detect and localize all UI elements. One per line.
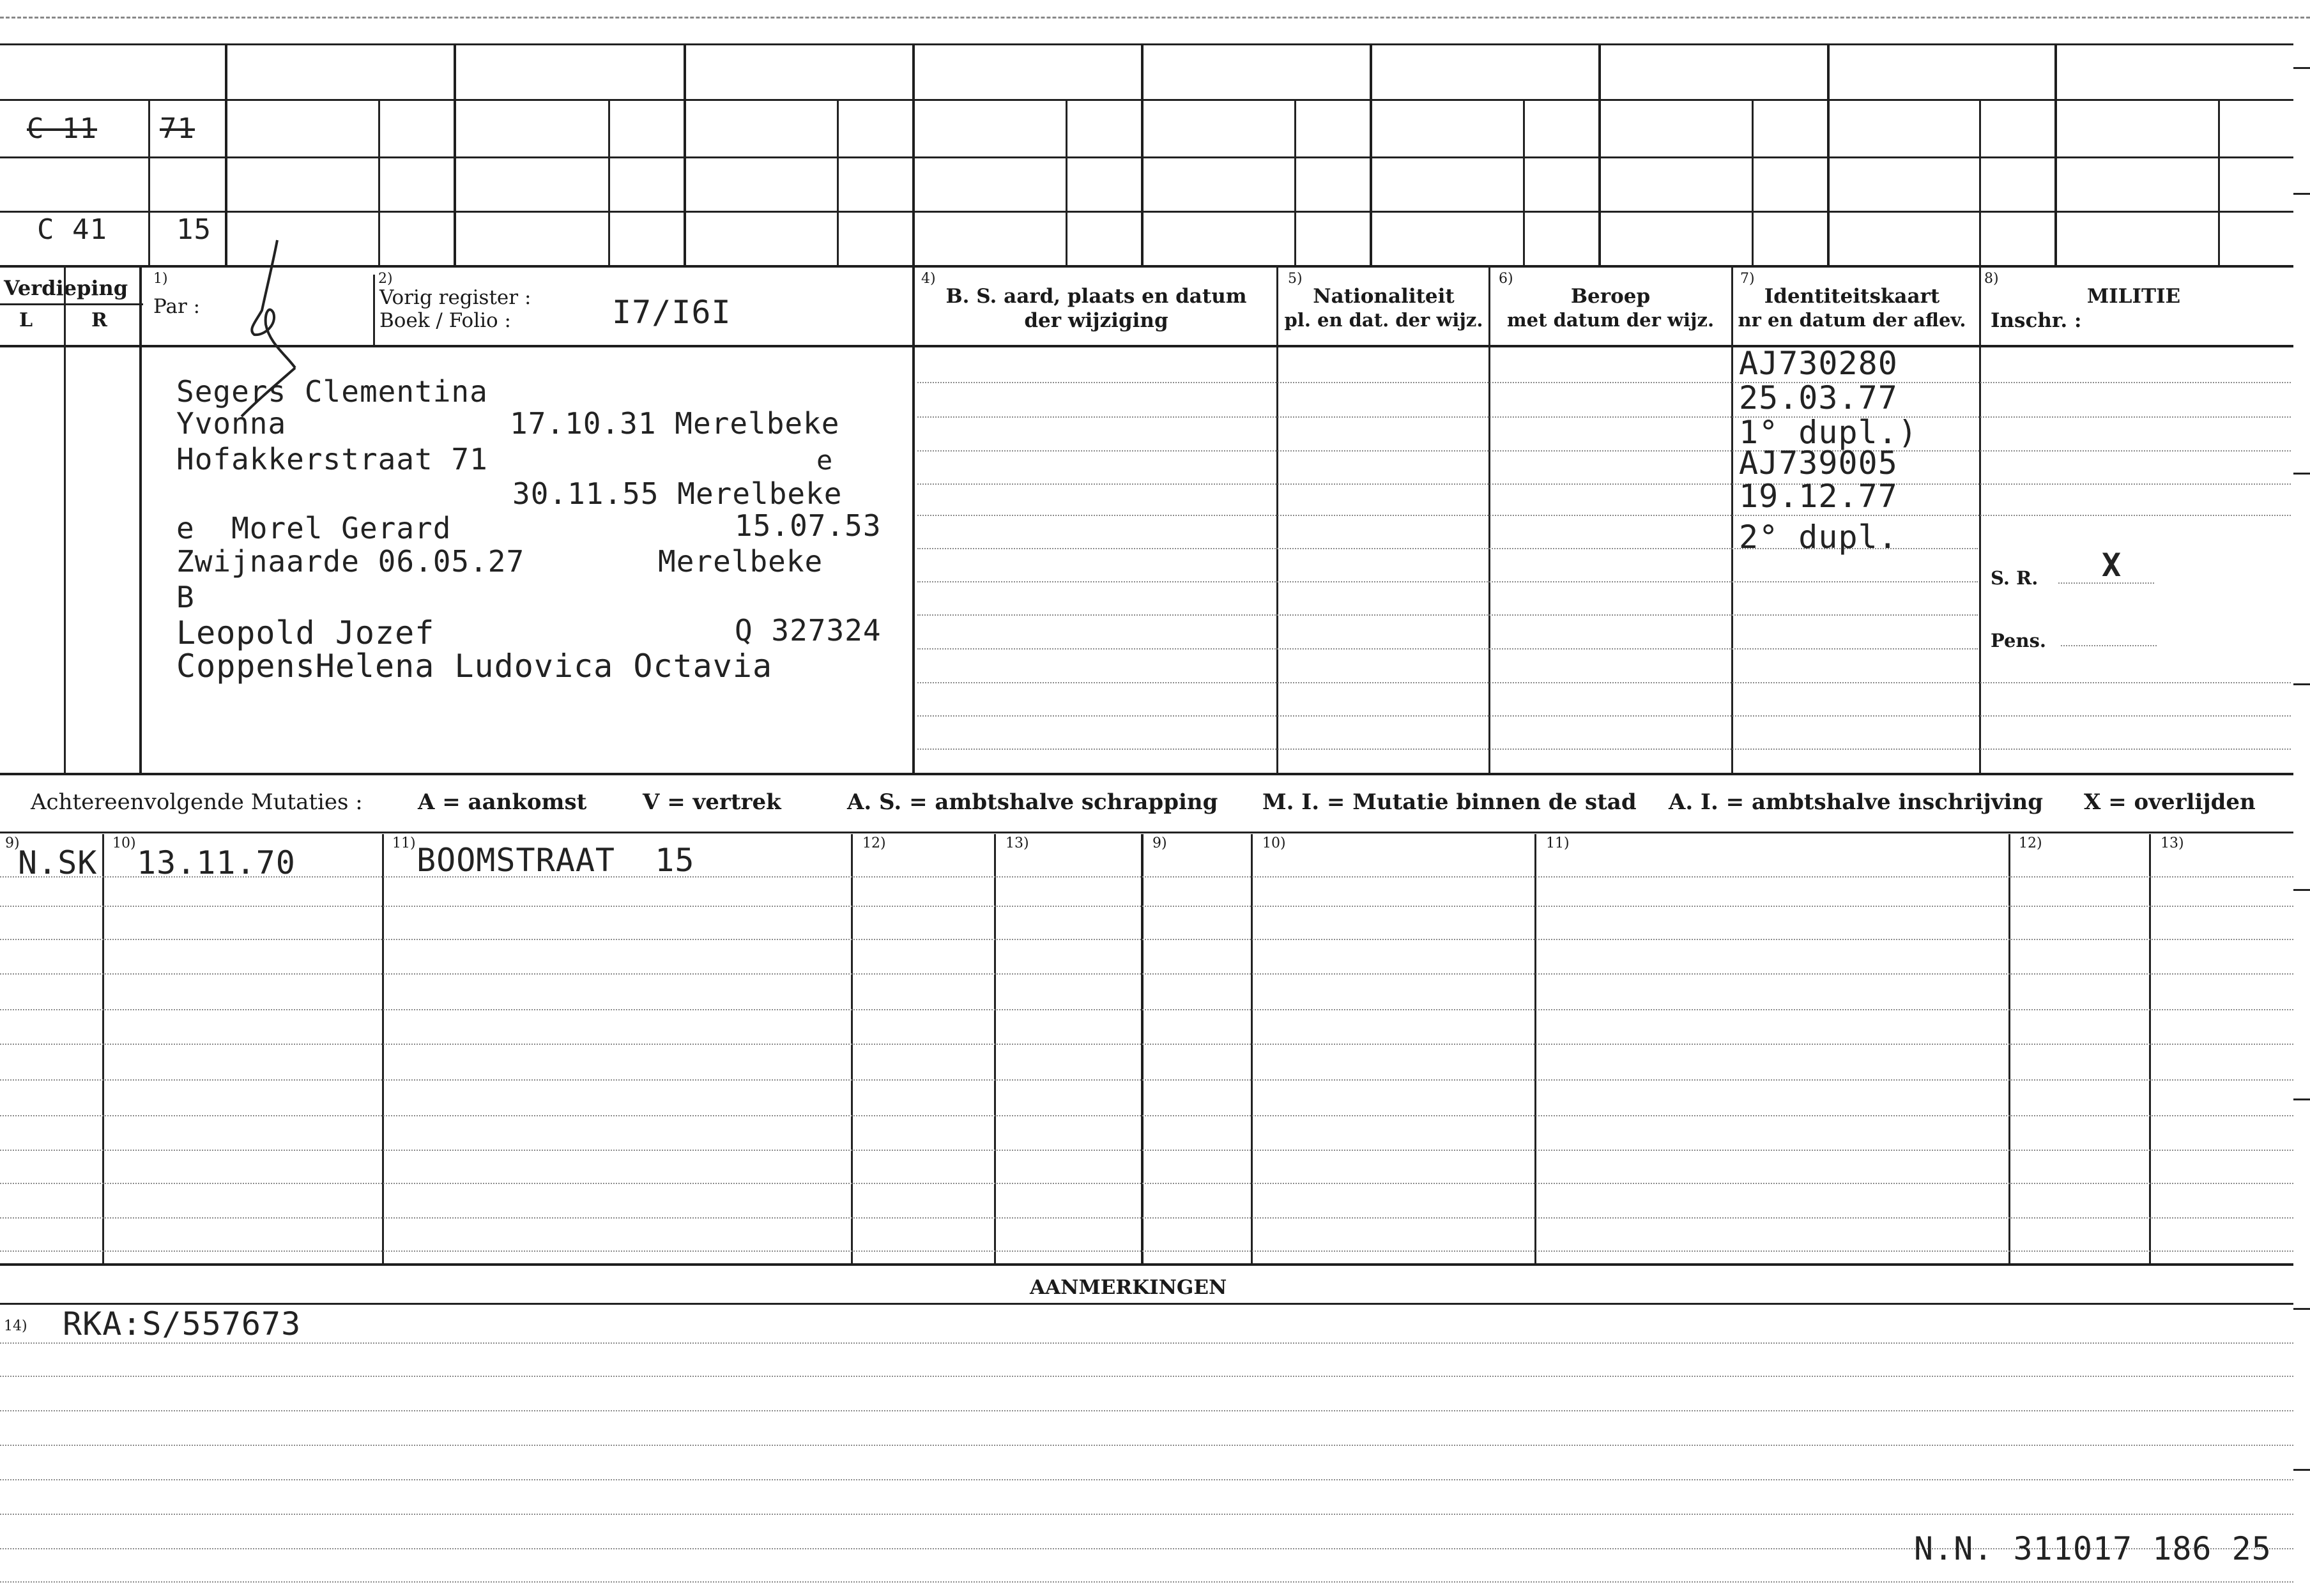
page-top-edge <box>0 17 2310 19</box>
person-line: Zwijnaarde 06.05.27 <box>176 544 525 579</box>
col-num: 10) <box>112 835 136 851</box>
remarks-title: AANMERKINGEN <box>1030 1276 1227 1299</box>
mutation-code: N.SK <box>18 844 98 881</box>
person-line: CoppensHelena Ludovica Octavia <box>176 648 773 685</box>
grid-line <box>1731 265 1733 773</box>
identiteitskaart-label-2: nr en datum der aflev. <box>1738 309 1966 331</box>
grid-line <box>2218 99 2220 265</box>
militie-label: MILITIE <box>2086 285 2181 308</box>
vorig-register-label: Vorig register : <box>379 286 532 309</box>
nationaliteit-num: 5) <box>1288 271 1303 287</box>
identiteitskaart-num: 7) <box>1740 271 1755 287</box>
grid-line <box>0 832 2293 833</box>
grid-line <box>1827 43 1830 265</box>
grid-line <box>148 99 150 265</box>
col-num: 13) <box>1006 835 1029 851</box>
identity-entry: AJ739005 <box>1739 445 1898 482</box>
grid-line <box>0 345 2293 347</box>
identity-entry: 2° dupl. <box>1739 519 1898 556</box>
new-number: 15 <box>176 213 211 246</box>
residence-date: 30.11.55 Merelbeke <box>512 476 843 511</box>
person-line: B <box>176 580 195 614</box>
legend-item: A = aankomst <box>418 789 587 815</box>
grid-line <box>837 99 839 265</box>
col-num: 9) <box>5 835 20 851</box>
grid-line <box>0 211 2293 213</box>
col-num: 11) <box>1546 835 1570 851</box>
grid-line <box>1979 99 1981 265</box>
grid-line <box>225 43 227 265</box>
col-num: 12) <box>862 835 886 851</box>
verdieping-label: Verdieping <box>4 276 128 300</box>
verdieping-r: R <box>91 309 107 331</box>
militie-inschr-label: Inschr. : <box>1991 309 2082 332</box>
legend-item: X = overlijden <box>2084 789 2256 815</box>
grid-line <box>1276 265 1278 773</box>
vorig-register-num: 2) <box>378 271 393 287</box>
bs-label: B. S. aard, plaats en datum <box>945 285 1247 308</box>
grid-line <box>0 43 2293 45</box>
grid-line <box>1294 99 1296 265</box>
grid-line <box>0 1303 2293 1305</box>
nationaliteit-label: Nationaliteit <box>1313 285 1455 308</box>
grid-line <box>0 1263 2293 1266</box>
person-line: Segers Clementina <box>176 374 488 409</box>
grid-line <box>1752 99 1754 265</box>
old-code: C 11 <box>27 112 97 145</box>
grid-line <box>1488 265 1490 773</box>
grid-line <box>0 265 2293 268</box>
grid-line <box>912 43 915 265</box>
grid-line <box>1370 43 1372 265</box>
grid-line <box>0 773 2293 775</box>
legend-item: M. I. = Mutatie binnen de stad <box>1262 789 1637 815</box>
grid-line <box>0 99 2293 101</box>
grid-line <box>608 99 610 265</box>
nationaliteit-label-2: pl. en dat. der wijz. <box>1284 309 1483 331</box>
verdieping-l: L <box>19 309 33 331</box>
par-label: Par : <box>153 295 201 318</box>
grid-line <box>2054 43 2057 265</box>
militie-pens-label: Pens. <box>1991 630 2046 651</box>
par-num: 1) <box>153 271 168 287</box>
grid-line <box>1598 43 1601 265</box>
e-mark: e <box>816 445 834 476</box>
person-line: Leopold Jozef <box>176 614 435 651</box>
grid-line <box>1141 43 1144 265</box>
beroep-label-2: met datum der wijz. <box>1506 309 1715 331</box>
old-number: 71 <box>160 112 195 145</box>
grid-line <box>1979 265 1981 773</box>
grid-line <box>912 265 915 773</box>
vorig-register-value: I7/I6I <box>612 294 731 331</box>
q-number: Q 327324 <box>735 613 882 648</box>
militie-sr-value: X <box>2102 547 2122 584</box>
militie-num: 8) <box>1984 271 1999 287</box>
identity-entry: 1° dupl.) <box>1739 414 1918 451</box>
grid-line <box>0 303 143 305</box>
bs-label-2: der wijziging <box>1024 309 1168 332</box>
marriage-place: Merelbeke <box>658 544 823 579</box>
remarks-rka: RKA:S/557673 <box>63 1305 302 1342</box>
col-num: 12) <box>2019 835 2042 851</box>
grid-line <box>684 43 686 265</box>
bs-num: 4) <box>921 271 936 287</box>
marriage-date: 15.07.53 <box>735 508 882 543</box>
legend-item: V = vertrek <box>643 789 781 815</box>
boek-folio-label: Boek / Folio : <box>379 309 511 332</box>
legend-item: A. I. = ambtshalve inschrijving <box>1669 789 2043 815</box>
grid-line <box>1523 99 1525 265</box>
grid-line <box>454 43 456 265</box>
identity-entry: 19.12.77 <box>1739 478 1898 515</box>
remarks-num: 14) <box>4 1318 27 1334</box>
grid-line <box>378 99 380 265</box>
mutation-address: BOOMSTRAAT 15 <box>417 842 695 879</box>
person-line: Yvonna <box>176 406 287 441</box>
legend-title: Achtereenvolgende Mutaties : <box>31 789 363 815</box>
identity-entry: AJ730280 <box>1739 345 1898 382</box>
grid-line <box>139 265 142 773</box>
new-code: C 41 <box>37 213 107 246</box>
col-num: 9) <box>1152 835 1167 851</box>
identiteitskaart-label: Identiteitskaart <box>1764 285 1940 308</box>
beroep-num: 6) <box>1499 271 1513 287</box>
identity-entry: 25.03.77 <box>1739 379 1898 416</box>
person-line: e Morel Gerard <box>176 511 452 545</box>
col-num: 13) <box>2161 835 2184 851</box>
legend-item: A. S. = ambtshalve schrapping <box>847 789 1218 815</box>
grid-line <box>1066 99 1067 265</box>
grid-line <box>0 156 2293 158</box>
nn-number: N.N. 311017 186 25 <box>1914 1530 2272 1567</box>
beroep-label: Beroep <box>1570 285 1651 308</box>
col-num: 10) <box>1262 835 1286 851</box>
handwritten-mark <box>236 235 307 420</box>
militie-sr-label: S. R. <box>1991 567 2038 589</box>
person-line: Hofakkerstraat 71 <box>176 442 488 476</box>
birth-date: 17.10.31 Merelbeke <box>510 406 840 441</box>
mutation-date: 13.11.70 <box>137 844 296 881</box>
col-num: 11) <box>392 835 416 851</box>
grid-line <box>64 265 66 773</box>
grid-line <box>373 275 375 345</box>
